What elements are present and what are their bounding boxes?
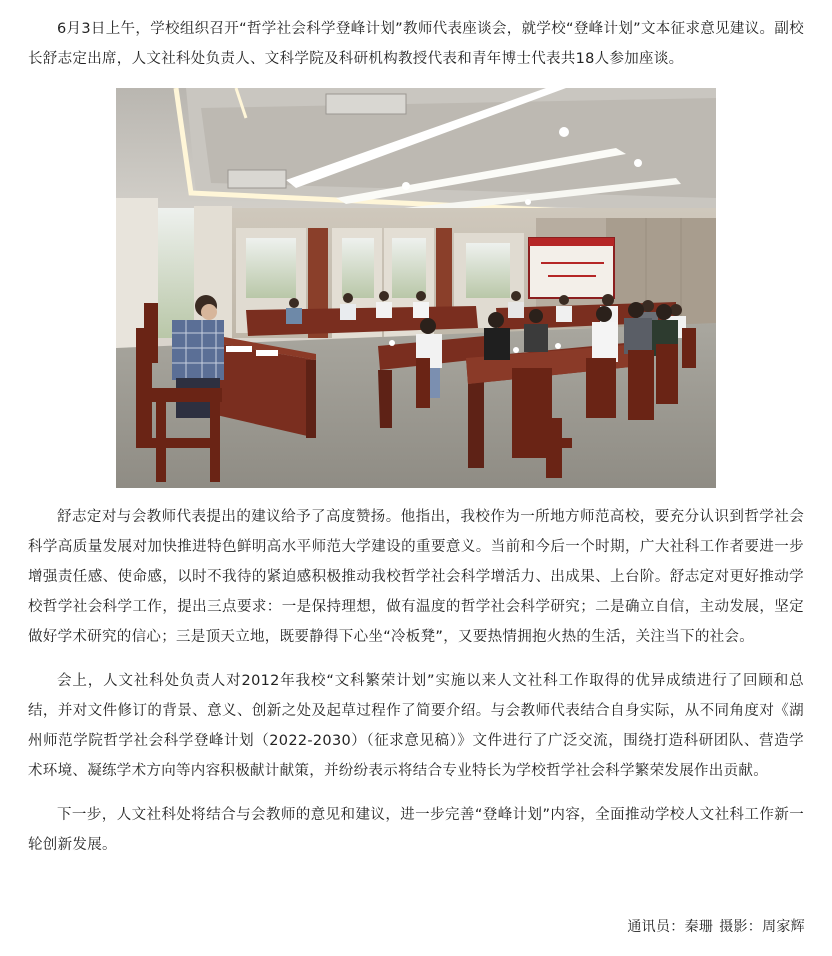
paragraph-intro: 6月3日上午，学校组织召开“哲学社会科学登峰计划”教师代表座谈会，就学校“登峰计划”文本征求意见建议。副校长舒志定出席，人文社科处负责人、文科学院及科研机构教授代表和青年博士代表共18人参加座谈。 [28,21,804,67]
paragraph-discussion: 会上，人文社科处负责人对2012年我校“文科繁荣计划”实施以来人文社科工作取得的优异成绩进行了回顾和总结，并对文件修订的背景、意义、创新之处及起草过程作了简要介绍。与会教师代表结合自身实际，从不同角度对《湖州师范学院哲学社会科学登峰计划（2022-2030）（征求意见稿）》文件进行了广泛交流，围绕打造科研团队、营造学术环境、凝练学术方向等内容积极献计献策，并纷纷表示将结合专业特长为学校哲学社会科学繁荣发展作出贡献。 [28,673,804,779]
meeting-room-illustration [116,88,716,488]
paragraph-remarks: 舒志定对与会教师代表提出的建议给予了高度赞扬。他指出，我校作为一所地方师范高校，要充分认识到哲学社会科学高质量发展对加快推进特色鲜明高水平师范大学建设的重要意义。当前和今后一个时期，广大社科工作者要进一步增强责任感、使命感，以时不我待的紧迫感积极推动我校哲学社会科学增活力、出成果、上台阶。舒志定对更好推动学校哲学社会科学工作，提出三点要求：一是保持理想，做有温度的哲学社会科学研究；二是确立自信，主动发展，坚定做好学术研究的信心；三是顶天立地，既要静得下心坐“冷板凳”，又要热情拥抱火热的生活，关注当下的社会。 [28,509,804,645]
meeting-photo [116,88,716,488]
article-body [28,14,804,860]
photographer-credit: 摄影：周家辉 [719,919,805,935]
paragraph-next-steps: 下一步，人文社科处将结合与会教师的意见和建议，进一步完善“登峰计划”内容，全面推动学校人文社科工作新一轮创新发展。 [28,807,804,853]
article-credit [627,916,805,938]
reporter-credit: 通讯员：秦珊 [627,919,714,935]
